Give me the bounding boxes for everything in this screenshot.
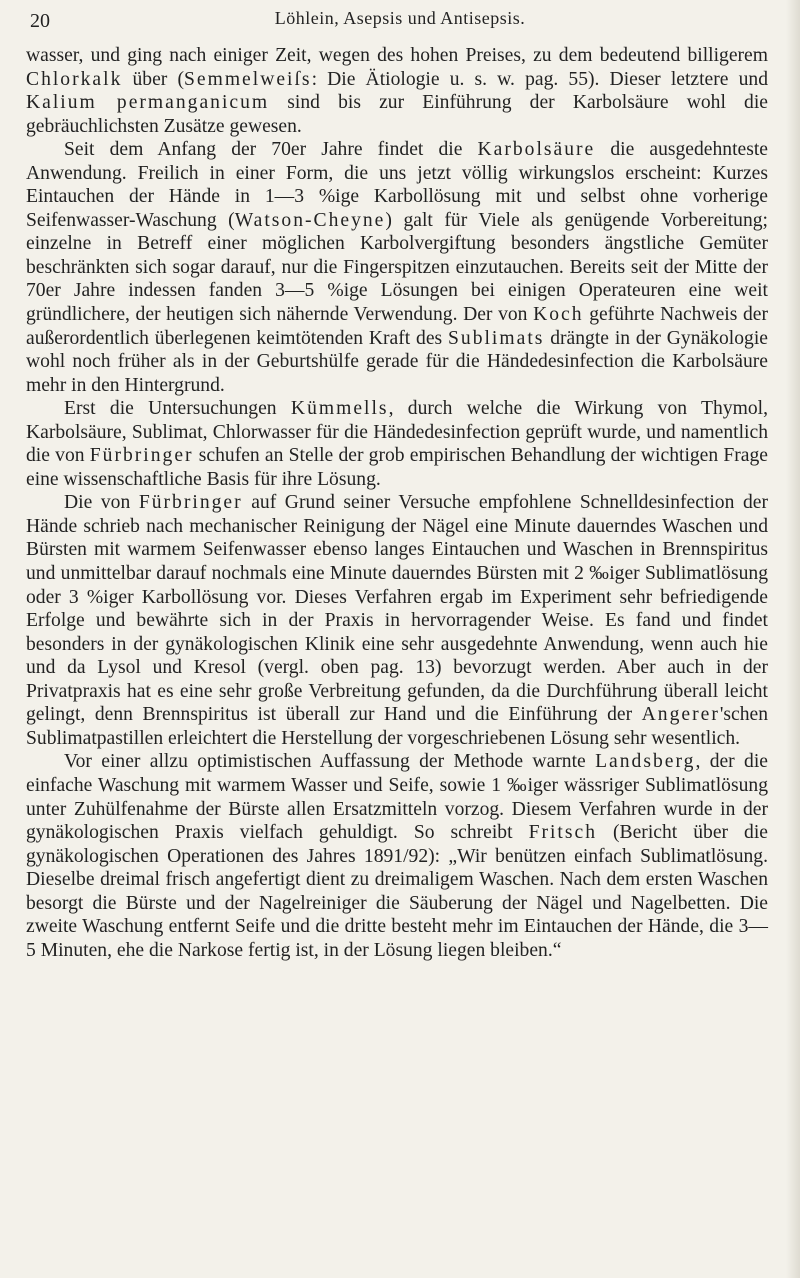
paragraph-p5 [26,750,768,962]
text-run: Erst die Untersuchungen [64,398,291,420]
text-run: geführte Nachweis der außerordentlich überlegenen keimtötenden Kraft des [26,304,768,349]
text-run: 'schen Sublimatpastillen erleichtert die Herstellung der vorgeschriebenen Lösung sehr wesentlich. [26,704,768,749]
text-run: sind bis zur Einführung der Karbolsäure wohl die gebräuchlichsten Zusätze gewesen. [26,92,768,137]
spaced-name: Semmelweiſs [183,68,312,90]
running-title: Löhlein, Asepsis und Antisepsis. [274,8,526,28]
text-run: wasser, und ging nach einiger Zeit, wegen des hohen Preises, zu dem bedeutend billigerem [26,45,768,66]
spaced-name: Kümmells [290,398,389,420]
text-run: auf Grund seiner Versuche empfohlene Schnelldesinfection der Hände schrieb nach mechanischer Reinigung der Nägel eine Minute dauerndes Waschen und Bürsten mit warmem Seifenwasser ebenso langes Eintauchen und Waschen in Brennspiritus und unmittelbar darauf nochmals eine Minute dauerndes Bürsten mit 2 ‰iger Sublimatlösung oder 3 %iger Karbollösung vor. Dieses Verfahren ergab im Experiment sehr befriedigende Erfolge und bewährte sich in der Praxis in hervorragender Weise. Es fand und findet besonders in der gynäkologischen Klinik eine sehr ausgedehnte Anwendung, wenn auch hie und da Lysol und Kresol (vergl. oben pag. 13) bevorzugt werden. Aber auch in der Privatpraxis hat es eine sehr große Verbreitung gefunden, da die Durchführung überall leicht gelingt, denn Brennspiritus ist überall zur Hand und die Einführung der [26,492,768,726]
text-run: drängte in der Gynäkologie wohl noch früher als in der Geburtshülfe gerade für die Händedesinfection die Karbolsäure mehr in den Hintergrund. [26,327,768,396]
text-run: Seit dem Anfang der 70er Jahre findet die [64,139,478,161]
spaced-name: Fritsch [528,822,597,844]
spaced-name: Kalium permanganicum [26,92,270,114]
spaced-name: Koch [533,304,584,326]
text-run: , durch welche die Wirkung von Thymol, Karbolsäure, Sublimat, Chlorwasser für die Händedesinfection geprüft wurde, und namentlich die von [26,398,768,467]
text-run: , der die einfache Waschung mit warmem Wasser und Seife, sowie 1 ‰iger wässriger Sublimatlösung unter Zuhülfenahme der Bürste allen Ersatzmitteln vorzog. Diesem Verfahren wurde in der gynäkologischen Praxis vielfach gehuldigt. So schreibt [26,751,768,844]
text-run: (Bericht über die gynäkologischen Operationen des Jahres 1891/92): „Wir benützen einfach Sublimatlösung. Dieselbe dreimal frisch angefertigt dient zu dreimaligem Waschen. Nach dem ersten Waschen besorgt die Bürste und der Nagelreiniger die Säuberung der Nägel und Nagelbetten. Die zweite Waschung entfernt Seife und die dritte besteht mehr im Eintauchen der Hände, die 3—5 Minuten, ehe die Narkose fertig ist, in der Lösung liegen bleiben.“ [26,822,768,961]
paragraph-p2 [26,138,768,397]
spaced-name: Chlorkalk [26,68,123,90]
page-number: 20 [30,10,50,32]
spaced-name: Fürbringer [89,445,194,467]
paragraph-p4 [26,491,768,750]
spaced-name: Watson-Cheyne [234,209,386,231]
paragraph-p1 [26,44,768,138]
page-edge-shadow [786,0,800,1278]
spaced-name: Sublimats [448,327,545,349]
paragraph-p3 [26,397,768,491]
text-run: Vor einer allzu optimistischen Auffassung der Methode warnte [64,751,596,773]
body-text [26,44,768,962]
text-run: über ( [122,68,184,90]
spaced-name: Landsberg [595,751,696,773]
spaced-name: Fürbringer [138,492,243,514]
text-run: ) galt für Viele als genügende Vorbereitung; einzelne in Betreff einer möglichen Karbolvergiftung besonders ängstliche Gemüter beschränkten sich sogar darauf, nur die Fingerspitzen einzutauchen. Bereits seit der Mitte der 70er Jahre indessen fanden 3—5 %ige Lösungen bei einigen Operateuren eine weit gründlichere, der heutigen sich nähernde Verwendung. Der von [26,209,768,326]
text-run: die ausgedehnteste Anwendung. Freilich in einer Form, die uns jetzt völlig wirkungslos erscheint: Kurzes Eintauchen der Hände in 1—3 %ige Karbollösung mit und selbst ohne vorherige Seifenwasser-Waschung ( [26,139,768,231]
spaced-name: Angerer [641,704,720,726]
spaced-name: Karbolsäure [477,139,596,161]
text-run: schufen an Stelle der grob empirischen Behandlung der wichtigen Frage eine wissenschaftliche Basis für ihre Lösung. [26,445,768,490]
text-run: : Die Ätiologie u. s. w. pag. 55). Dieser letztere und [311,68,768,90]
text-run: Die von [64,492,139,514]
